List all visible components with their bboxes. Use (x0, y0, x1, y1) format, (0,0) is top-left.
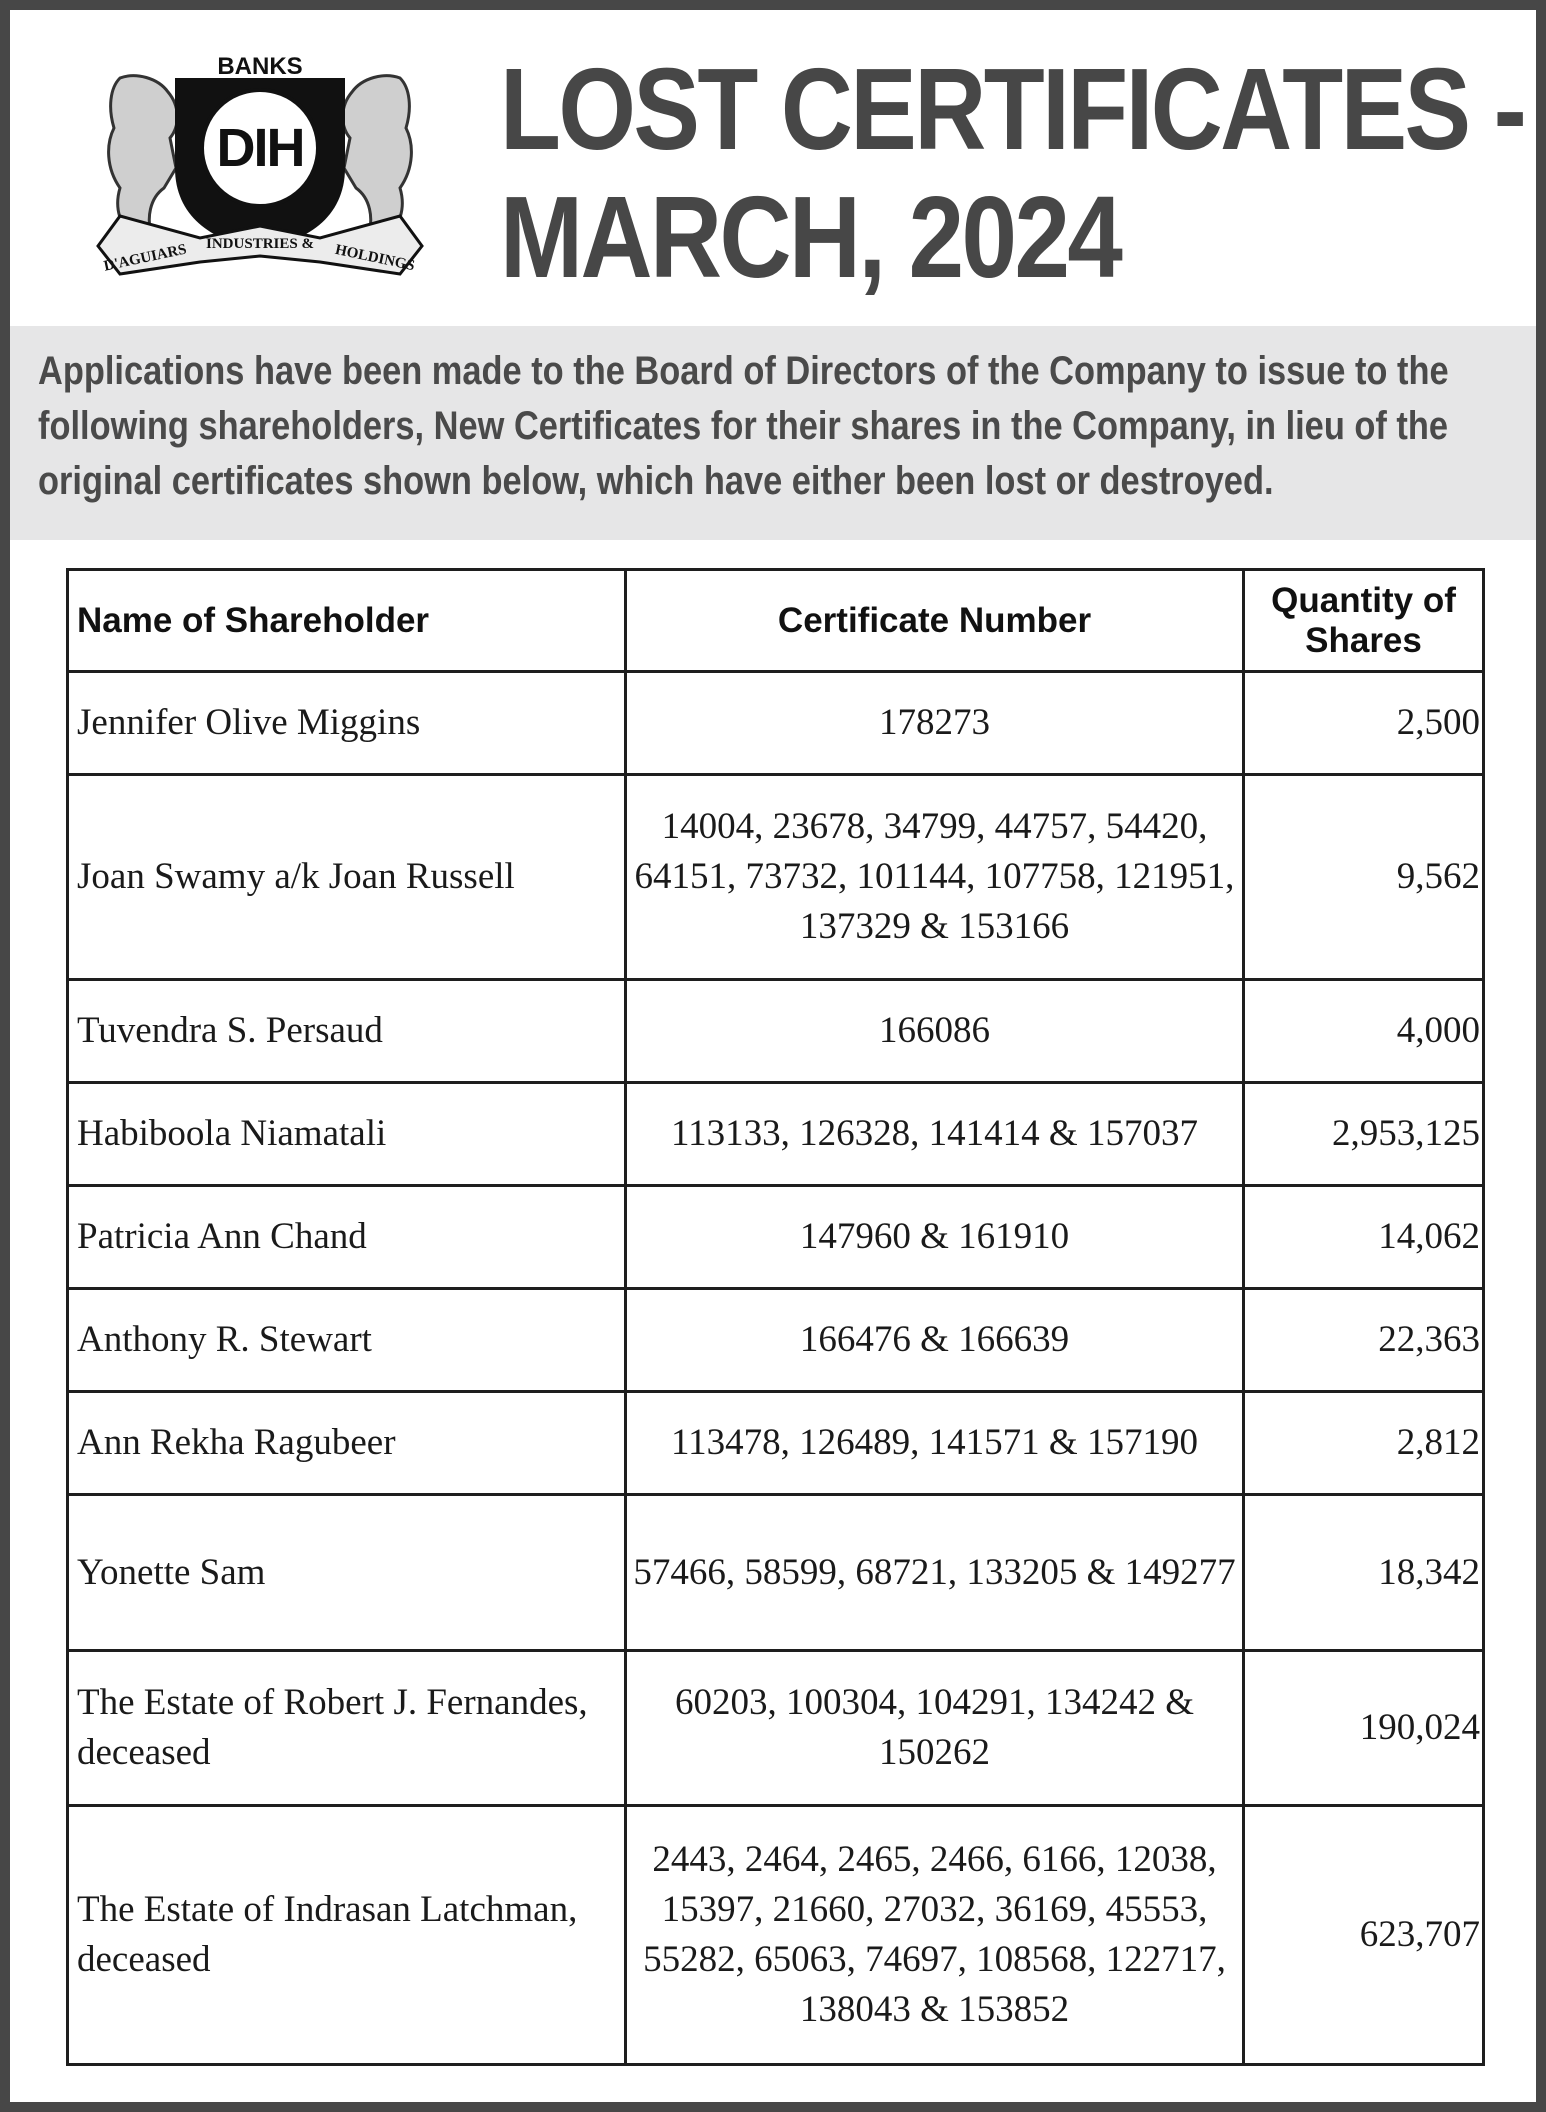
shareholder-name: Yonette Sam (68, 1495, 626, 1651)
header-quantity: Quantity of Shares (1244, 570, 1484, 672)
share-quantity: 190,024 (1244, 1651, 1484, 1806)
share-quantity: 4,000 (1244, 980, 1484, 1083)
certificate-numbers: 166086 (626, 980, 1244, 1083)
share-quantity: 9,562 (1244, 775, 1484, 980)
logo-monogram: DIH (216, 118, 304, 178)
certificate-numbers: 14004, 23678, 34799, 44757, 54420, 64151, 73732, 101144, 107758, 121951, 137329 & 153166 (626, 775, 1244, 980)
header-name: Name of Shareholder (68, 570, 626, 672)
shareholder-name: Joan Swamy a/k Joan Russell (68, 775, 626, 980)
table-row (68, 1083, 1484, 1186)
company-logo (80, 48, 440, 288)
intro-paragraph: Applications have been made to the Board of Directors of the Company to issue to the following shareholders, New Certificates for their shares in the Company, in lieu of the original certificates shown below, which have either been lost or destroyed. (38, 349, 1449, 503)
certificate-numbers: 113133, 126328, 141414 & 157037 (626, 1083, 1244, 1186)
share-quantity: 18,342 (1244, 1495, 1484, 1651)
certificate-numbers: 57466, 58599, 68721, 133205 & 149277 (626, 1495, 1244, 1651)
share-quantity: 22,363 (1244, 1289, 1484, 1392)
certificate-numbers: 113478, 126489, 141571 & 157190 (626, 1392, 1244, 1495)
share-quantity: 14,062 (1244, 1186, 1484, 1289)
table-row (68, 1495, 1484, 1651)
shareholder-name: The Estate of Robert J. Fernandes, deceased (68, 1651, 626, 1806)
certificate-numbers: 147960 & 161910 (626, 1186, 1244, 1289)
certificate-numbers: 2443, 2464, 2465, 2466, 6166, 12038, 15397, 21660, 27032, 36169, 45553, 55282, 65063, 74697, 108568, 122717, 138043 & 153852 (626, 1806, 1244, 2065)
table-row (68, 980, 1484, 1083)
right-lion-icon (343, 76, 412, 238)
logo-ribbon-right: HOLDINGS (333, 241, 417, 275)
table-row (68, 1186, 1484, 1289)
table-row (68, 1806, 1484, 2065)
table-row (68, 1289, 1484, 1392)
shareholder-name: Jennifer Olive Miggins (68, 672, 626, 775)
shareholder-name: The Estate of Indrasan Latchman, deceased (68, 1806, 626, 2065)
shareholders-table (66, 568, 1485, 2066)
left-lion-icon (109, 76, 178, 238)
table-row (68, 775, 1484, 980)
title-line-2: MARCH, 2024 (500, 172, 1121, 302)
page-title (500, 44, 1525, 302)
share-quantity: 2,500 (1244, 672, 1484, 775)
title-line-1: LOST CERTIFICATES - (500, 44, 1525, 174)
table-header-row (68, 570, 1484, 672)
table-row (68, 1651, 1484, 1806)
logo-ribbon-left: D'AGUIARS (102, 241, 189, 275)
shareholder-name: Ann Rekha Ragubeer (68, 1392, 626, 1495)
certificate-numbers: 60203, 100304, 104291, 134242 & 150262 (626, 1651, 1244, 1806)
header-certificate: Certificate Number (626, 570, 1244, 672)
certificate-numbers: 166476 & 166639 (626, 1289, 1244, 1392)
logo-ribbon-mid: INDUSTRIES & (206, 236, 314, 252)
table-row (68, 672, 1484, 775)
shareholder-name: Habiboola Niamatali (68, 1083, 626, 1186)
logo-banks-text: BANKS (217, 53, 303, 80)
table-row (68, 1392, 1484, 1495)
certificate-numbers: 178273 (626, 672, 1244, 775)
shareholder-name: Patricia Ann Chand (68, 1186, 626, 1289)
share-quantity: 2,953,125 (1244, 1083, 1484, 1186)
shareholder-name: Anthony R. Stewart (68, 1289, 626, 1392)
shareholder-name: Tuvendra S. Persaud (68, 980, 626, 1083)
share-quantity: 2,812 (1244, 1392, 1484, 1495)
share-quantity: 623,707 (1244, 1806, 1484, 2065)
